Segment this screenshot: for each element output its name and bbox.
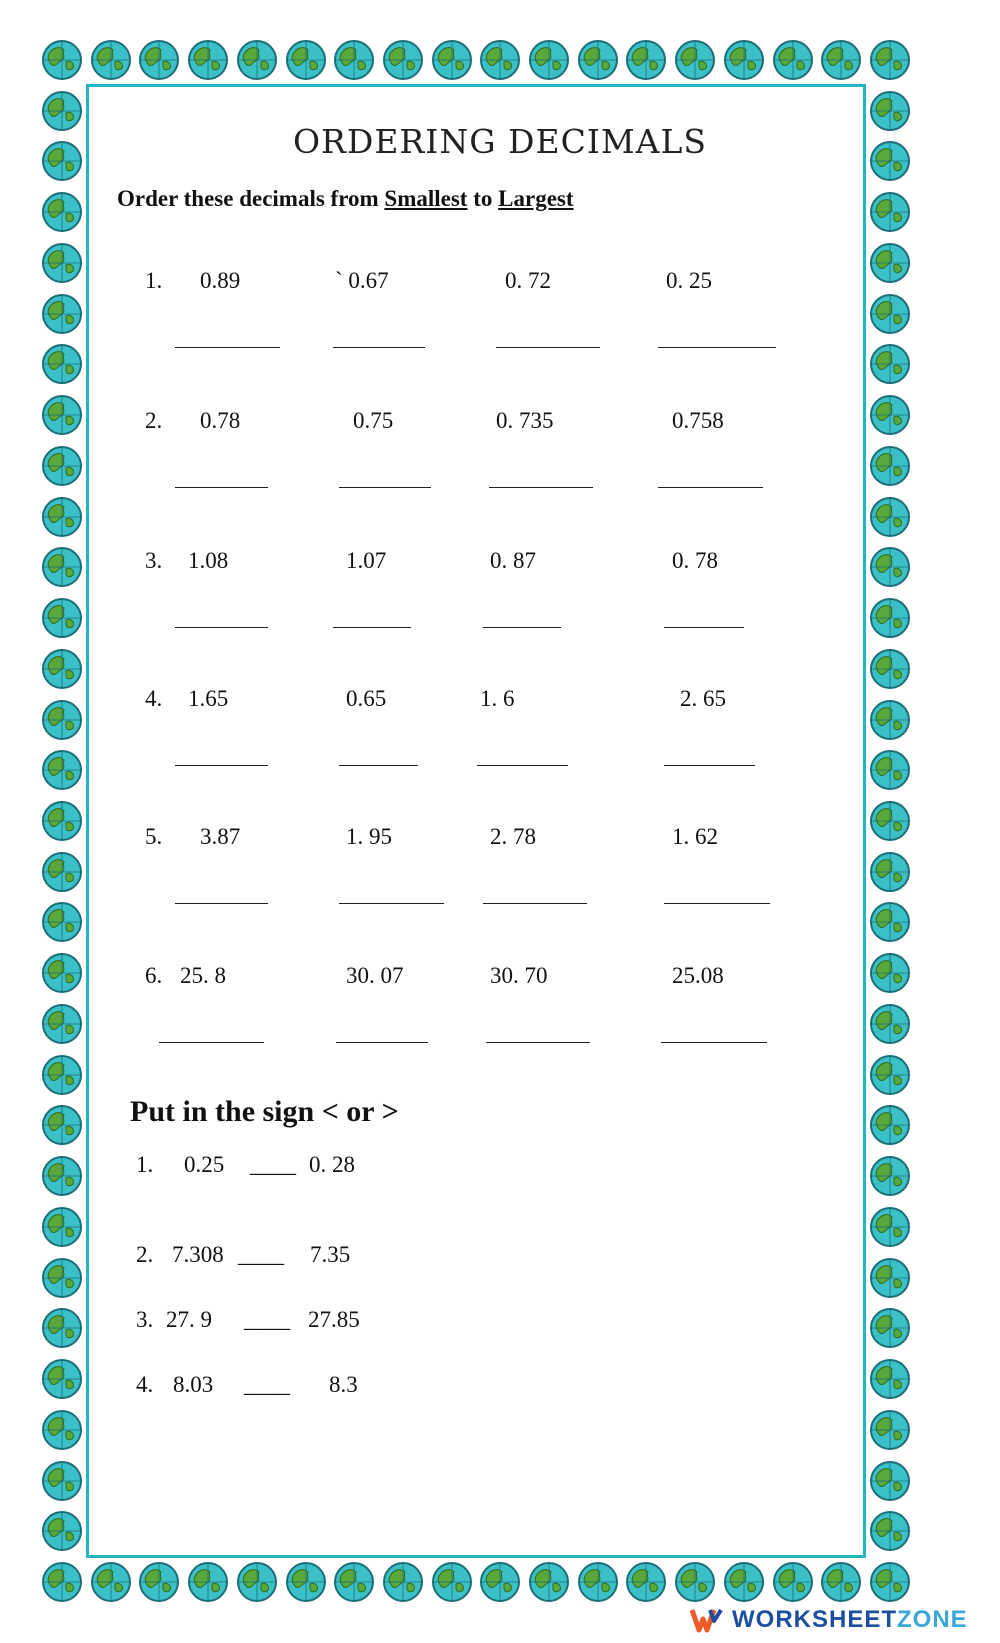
worksheetzone-logo [690,1603,968,1637]
globe-icon [40,748,84,792]
globe-icon [624,38,668,82]
ordering-item-number: 4. [145,686,163,711]
answer-blank[interactable] [477,765,568,766]
globe-icon [430,1560,474,1604]
globe-icon [527,38,571,82]
comparison-item-number: 2. [136,1242,154,1267]
globe-icon [868,647,912,691]
comparison-item-number: 4. [136,1372,154,1397]
ordering-decimal-value: 0. 735 [496,408,554,433]
globe-icon [771,1560,815,1604]
comparison-left-value: 0.25 [184,1152,225,1177]
ordering-decimal-value: 0.75 [353,408,394,433]
globe-icon [868,1002,912,1046]
answer-blank[interactable] [175,487,268,488]
globe-icon [40,1459,84,1503]
globe-icon [40,190,84,234]
globe-icon [868,190,912,234]
globe-icon [868,748,912,792]
ordering-decimal-value: 1.65 [188,686,229,711]
globe-icon [40,900,84,944]
globe-icon [576,1560,620,1604]
globe-icon [381,38,425,82]
globe-icon [430,38,474,82]
ordering-decimal-value: 30. 07 [346,963,404,988]
comparison-left-value: 8.03 [173,1372,214,1397]
globe-icon [868,799,912,843]
ordering-item-number: 1. [145,268,163,293]
globe-icon [478,38,522,82]
globe-icon [868,1053,912,1097]
ordering-decimal-value: 0. 25 [666,268,712,293]
globe-icon [868,1205,912,1249]
ordering-decimal-value: ` 0.67 [335,268,389,293]
ordering-item-number: 6. [145,963,163,988]
ordering-decimal-value: 1. 6 [480,686,515,711]
answer-blank[interactable] [658,347,776,348]
answer-blank[interactable] [175,347,280,348]
answer-blank[interactable] [664,903,770,904]
globe-icon [40,1408,84,1452]
inner-frame [86,84,866,1558]
sign-answer-blank[interactable]: ____ [238,1242,284,1267]
instruction-to: to [467,186,499,211]
globe-icon [868,495,912,539]
globe-icon [868,850,912,894]
comparison-right-value: 0. 28 [309,1152,355,1177]
globe-icon [40,1154,84,1198]
globe-icon [868,596,912,640]
globe-icon [40,951,84,995]
globe-icon [89,1560,133,1604]
answer-blank[interactable] [486,1042,590,1043]
ordering-decimal-value: 0.65 [346,686,387,711]
globe-icon [868,1306,912,1350]
globe-icon [40,1103,84,1147]
globe-icon [235,1560,279,1604]
comparison-right-value: 7.35 [310,1242,351,1267]
globe-icon [40,1256,84,1300]
globe-icon [284,1560,328,1604]
globe-icon [527,1560,571,1604]
globe-icon [40,596,84,640]
answer-blank[interactable] [175,903,268,904]
globe-icon [89,38,133,82]
globe-icon [40,1560,84,1604]
globe-icon [819,38,863,82]
answer-blank[interactable] [658,487,763,488]
ordering-item-number: 5. [145,824,163,849]
globe-icon [673,1560,717,1604]
globe-icon [40,1205,84,1249]
answer-blank[interactable] [333,627,411,628]
ordering-decimal-value: 25.08 [672,963,724,988]
globe-icon [40,545,84,589]
globe-icon [40,292,84,336]
sign-answer-blank[interactable]: ____ [244,1372,290,1397]
globe-icon [868,951,912,995]
globe-icon [40,342,84,386]
answer-blank[interactable] [496,347,600,348]
answer-blank[interactable] [336,1042,428,1043]
globe-icon [40,393,84,437]
answer-blank[interactable] [339,487,431,488]
globe-icon [137,38,181,82]
ordering-decimal-value: 1.07 [346,548,387,573]
sign-answer-blank[interactable]: ____ [250,1152,296,1177]
comparison-left-value: 7.308 [172,1242,224,1267]
globe-icon [137,1560,181,1604]
comparison-right-value: 27.85 [308,1307,360,1332]
globe-icon [868,241,912,285]
globe-icon [40,241,84,285]
ordering-decimal-value: 3.87 [200,824,241,849]
globe-icon [40,1357,84,1401]
ordering-decimal-value: 0. 87 [490,548,536,573]
instruction-smallest: Smallest [384,186,468,211]
globe-icon [868,342,912,386]
answer-blank[interactable] [333,347,425,348]
globe-icon [868,1560,912,1604]
globe-icon [868,1408,912,1452]
globe-icon [332,1560,376,1604]
answer-blank[interactable] [339,765,418,766]
ordering-decimal-value: 0.78 [200,408,241,433]
answer-blank[interactable] [664,765,755,766]
globe-icon [186,38,230,82]
globe-icon [673,38,717,82]
globe-icon [40,444,84,488]
comparison-item-number: 3. [136,1307,154,1332]
globe-icon [40,799,84,843]
globe-icon [381,1560,425,1604]
globe-icon [40,698,84,742]
globe-icon [868,900,912,944]
ordering-decimal-value: 0.758 [672,408,724,433]
ordering-decimal-value: 1. 95 [346,824,392,849]
globe-icon [868,1103,912,1147]
ordering-decimal-value: 0. 78 [672,548,718,573]
ordering-instruction [117,186,574,212]
answer-blank[interactable] [159,1042,264,1043]
answer-blank[interactable] [175,765,268,766]
comparison-item-number: 1. [136,1152,154,1177]
globe-icon [40,850,84,894]
globe-icon [722,38,766,82]
globe-icon [40,647,84,691]
instruction-largest: Largest [498,186,574,211]
globe-icon [40,495,84,539]
globe-icon [771,38,815,82]
ordering-decimal-value: 0.89 [200,268,241,293]
globe-icon [186,1560,230,1604]
answer-blank[interactable] [661,1042,767,1043]
ordering-item-number: 3. [145,548,163,573]
globe-icon [868,698,912,742]
comparison-right-value: 8.3 [329,1372,358,1397]
globe-icon [722,1560,766,1604]
globe-icon [576,38,620,82]
answer-blank[interactable] [339,903,444,904]
globe-icon [819,1560,863,1604]
sign-answer-blank[interactable]: ____ [244,1307,290,1332]
worksheet-title: ORDERING DECIMALS [292,122,708,161]
ordering-decimal-value: 2. 78 [490,824,536,849]
ordering-decimal-value: 1. 62 [672,824,718,849]
globe-icon [40,1002,84,1046]
globe-icon [624,1560,668,1604]
globe-icon [235,38,279,82]
logo-word-worksheet: WORKSHEET [732,1606,897,1633]
w-logo-icon [690,1607,724,1633]
globe-icon [868,1357,912,1401]
globe-icon [868,444,912,488]
ordering-decimal-value: 1.08 [188,548,229,573]
answer-blank[interactable] [664,627,744,628]
globe-icon [868,292,912,336]
globe-icon [40,1053,84,1097]
comparison-heading: Put in the sign < or > [130,1095,399,1128]
answer-blank[interactable] [483,627,561,628]
globe-icon [868,1154,912,1198]
globe-icon [868,393,912,437]
globe-icon [284,38,328,82]
globe-icon [868,1509,912,1553]
answer-blank[interactable] [489,487,593,488]
globe-icon [868,1459,912,1503]
globe-icon [868,38,912,82]
comparison-left-value: 27. 9 [166,1307,212,1332]
ordering-decimal-value: 0. 72 [505,268,551,293]
answer-blank[interactable] [483,903,587,904]
ordering-decimal-value: 30. 70 [490,963,548,988]
globe-icon [868,545,912,589]
ordering-decimal-value: 25. 8 [180,963,226,988]
globe-icon [868,1256,912,1300]
ordering-decimal-value: 2. 65 [680,686,726,711]
logo-word-zone: ZONE [897,1606,968,1633]
globe-icon [40,1509,84,1553]
answer-blank[interactable] [175,627,268,628]
globe-icon [478,1560,522,1604]
globe-icon [40,1306,84,1350]
globe-icon [40,38,84,82]
globe-icon [332,38,376,82]
ordering-item-number: 2. [145,408,163,433]
instruction-prefix: Order these decimals from [117,186,385,211]
